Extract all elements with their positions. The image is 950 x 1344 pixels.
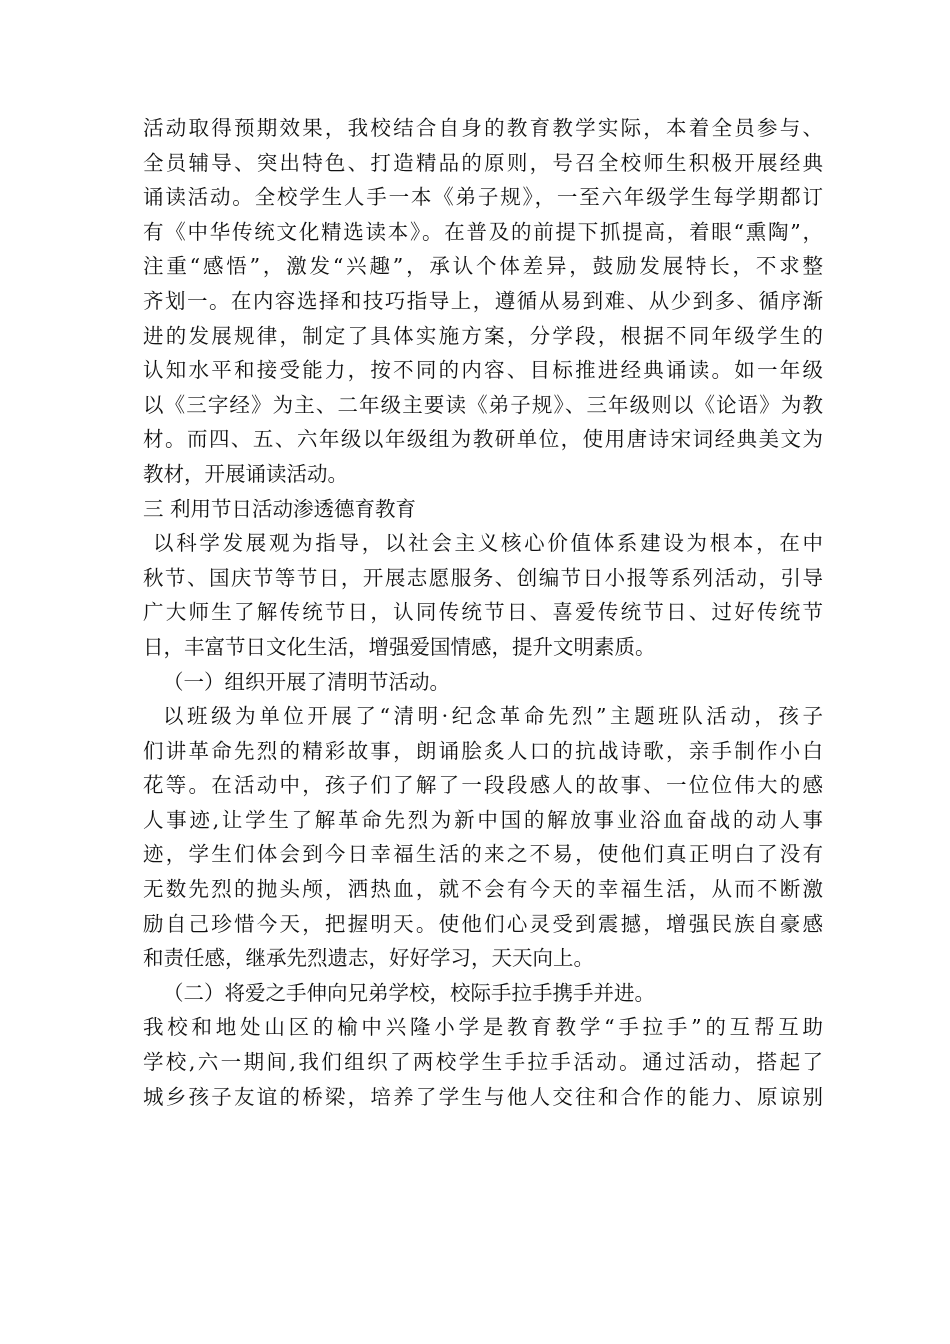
- document-body: [143, 111, 823, 1114]
- paragraph-line: 以班级为单位开展了“清明·纪念革命先烈”主题班队活动，孩子: [163, 704, 823, 729]
- paragraph-line: 材。而四、五、六年级以年级组为教研单位，使用唐诗宋词经典美文为: [143, 427, 823, 452]
- paragraph-line: 全员辅导、突出特色、打造精品的原则，号召全校师生积极开展经典: [143, 150, 823, 175]
- paragraph-line: 诵读活动。全校学生人手一本《弟子规》，一至六年级学生每学期都订: [143, 185, 823, 210]
- paragraph-line: 进的发展规律，制定了具体实施方案，分学段，根据不同年级学生的: [143, 323, 823, 348]
- paragraph-line: 秋节、国庆节等节日，开展志愿服务、创编节日小报等系列活动，引导: [143, 565, 823, 590]
- paragraph-line: 广大师生了解传统节日，认同传统节日、喜爱传统节日、过好传统节: [143, 600, 823, 625]
- paragraph-line: 认知水平和接受能力，按不同的内容、目标推进经典诵读。如一年级: [143, 358, 823, 383]
- paragraph-line: 励自己珍惜今天，把握明天。使他们心灵受到震撼，增强民族自豪感: [143, 911, 823, 936]
- paragraph-line: 以《三字经》为主、二年级主要读《弟子规》、三年级则以《论语》为教: [143, 392, 823, 417]
- paragraph-line: 和责任感，继承先烈遗志，好好学习，天天向上。: [143, 946, 594, 971]
- subsection-heading: （二）将爱之手伸向兄弟学校，校际手拉手携手并进。: [163, 980, 655, 1005]
- paragraph-line: 无数先烈的抛头颅，洒热血，就不会有今天的幸福生活，从而不断激: [143, 877, 823, 902]
- paragraph-line: 日，丰富节日文化生活，增强爱国情感，提升文明素质。: [143, 634, 656, 659]
- subsection-heading: （一）组织开展了清明节活动。: [163, 669, 450, 694]
- paragraph-line: 人事迹,让学生了解革命先烈为新中国的解放事业浴血奋战的动人事: [143, 807, 823, 832]
- section-heading: 三 利用节日活动渗透德育教育: [143, 496, 417, 521]
- paragraph-line: 迹，学生们体会到今日幸福生活的来之不易，使他们真正明白了没有: [143, 842, 823, 867]
- paragraph-line: 城乡孩子友谊的桥梁，培养了学生与他人交往和合作的能力、原谅别: [143, 1084, 823, 1109]
- paragraph-line: 活动取得预期效果，我校结合自身的教育教学实际，本着全员参与、: [143, 116, 823, 140]
- paragraph-line: 注重“感悟”，激发“兴趣”，承认个体差异，鼓励发展特长，不求整: [143, 254, 823, 279]
- paragraph-line: 花等。在活动中，孩子们了解了一段段感人的故事、一位位伟大的感: [143, 773, 823, 798]
- paragraph-line: 有《中华传统文化精选读本》。在普及的前提下抓提高，着眼“熏陶”，: [143, 219, 823, 244]
- paragraph-line: 齐划一。在内容选择和技巧指导上，遵循从易到难、从少到多、循序渐: [143, 288, 823, 313]
- paragraph-line: 教材，开展诵读活动。: [143, 461, 348, 486]
- paragraph-line: 学校,六一期间,我们组织了两校学生手拉手活动。通过活动，搭起了: [143, 1050, 823, 1075]
- paragraph-line: 我校和地处山区的榆中兴隆小学是教育教学“手拉手”的互帮互助: [143, 1015, 823, 1040]
- paragraph-line: 们讲革命先烈的精彩故事，朗诵脍炙人口的抗战诗歌，亲手制作小白: [143, 738, 823, 763]
- paragraph-line: 以科学发展观为指导，以社会主义核心价值体系建设为根本，在中: [153, 531, 823, 556]
